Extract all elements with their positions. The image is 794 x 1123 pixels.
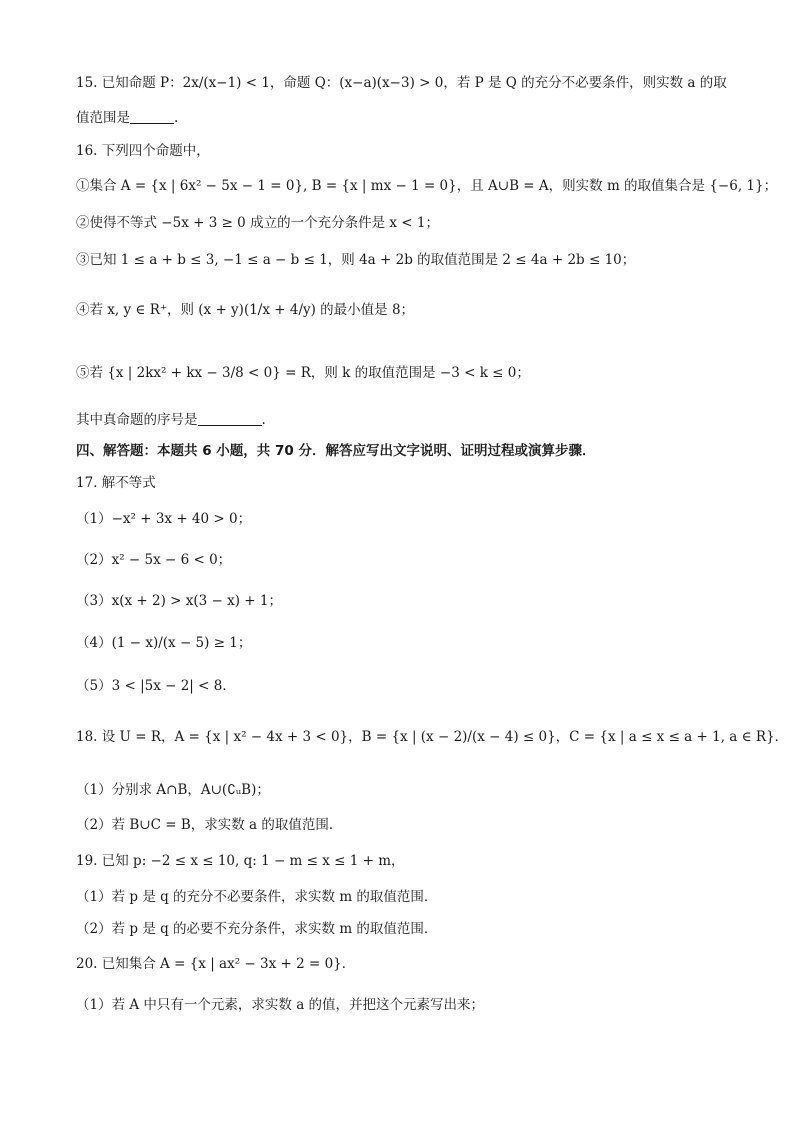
q16-item-5: ⑤若 {x | 2kx² + kx − 3/8 < 0} = R，则 k 的取值范围是 −3 < k ≤ 0； bbox=[76, 365, 530, 381]
q18-intro: 18. 设 U = R，A = {x | x² − 4x + 3 < 0}，B = {x | (x − 2)/(x − 4) ≤ 0}，C = {x | a ≤ x ≤ a + 1, a ∈ R}． bbox=[76, 729, 789, 745]
q15-answer-blank bbox=[130, 109, 174, 124]
q19-part-1: （1）若 p 是 q 的充分不必要条件，求实数 m 的取值范围． bbox=[76, 889, 438, 905]
q16-item-4: ④若 x, y ∈ R⁺，则 (x + y)(1/x + 4/y) 的最小值是 8； bbox=[76, 302, 415, 318]
q18-part-2: （2）若 B∪C = B，求实数 a 的取值范围． bbox=[76, 817, 343, 833]
q15-line2-end: . bbox=[174, 110, 179, 126]
q16-answer-blank bbox=[198, 411, 262, 426]
q15-line2 bbox=[76, 108, 754, 128]
q18-part-1: （1）分别求 A∩B，A∪(∁ᵤB)； bbox=[76, 782, 270, 798]
q16-conclusion bbox=[76, 410, 754, 430]
q19-intro: 19. 已知 p: −2 ≤ x ≤ 10, q: 1 − m ≤ x ≤ 1 + m， bbox=[76, 853, 405, 869]
q16-intro: 16. 下列四个命题中， bbox=[76, 143, 210, 159]
q17-part-4: （4）(1 − x)/(x − 5) ≥ 1； bbox=[76, 635, 252, 651]
q20-intro: 20. 已知集合 A = {x | ax² − 3x + 2 = 0}． bbox=[76, 956, 356, 972]
q16-item-1: ①集合 A = {x | 6x² − 5x − 1 = 0}, B = {x | mx − 1 = 0}，且 A∪B = A，则实数 m 的取值集合是 {−6, 1}； bbox=[76, 178, 778, 194]
section4-title: 四、解答题：本题共 6 小题，共 70 分．解答应写出文字说明、证明过程或演算步骤． bbox=[76, 443, 596, 459]
q17-intro: 17. 解不等式 bbox=[76, 475, 156, 491]
q19-part-2: （2）若 p 是 q 的必要不充分条件，求实数 m 的取值范围． bbox=[76, 921, 438, 937]
q17-part-5: （5）3 < |5x − 2| < 8． bbox=[76, 678, 236, 694]
q15-line1: 15. 已知命题 P：2x/(x−1) < 1，命题 Q：(x−a)(x−3) > 0，若 P 是 Q 的充分不必要条件，则实数 a 的取 bbox=[76, 75, 727, 91]
q17-part-3: （3）x(x + 2) > x(3 − x) + 1； bbox=[76, 593, 282, 609]
q16-conclusion-end: . bbox=[261, 412, 266, 428]
q15-line2-text: 值范围是 bbox=[76, 110, 130, 126]
q17-part-2: （2）x² − 5x − 6 < 0； bbox=[76, 552, 232, 568]
q16-conclusion-text: 其中真命题的序号是 bbox=[76, 412, 198, 428]
q16-item-3: ③已知 1 ≤ a + b ≤ 3, −1 ≤ a − b ≤ 1，则 4a + 2b 的取值范围是 2 ≤ 4a + 2b ≤ 10； bbox=[76, 252, 636, 268]
q17-part-1: （1）−x² + 3x + 40 > 0； bbox=[76, 511, 252, 527]
q16-item-2: ②使得不等式 −5x + 3 ≥ 0 成立的一个充分条件是 x < 1； bbox=[76, 215, 439, 231]
q20-part-1: （1）若 A 中只有一个元素，求实数 a 的值，并把这个元素写出来； bbox=[76, 997, 485, 1013]
